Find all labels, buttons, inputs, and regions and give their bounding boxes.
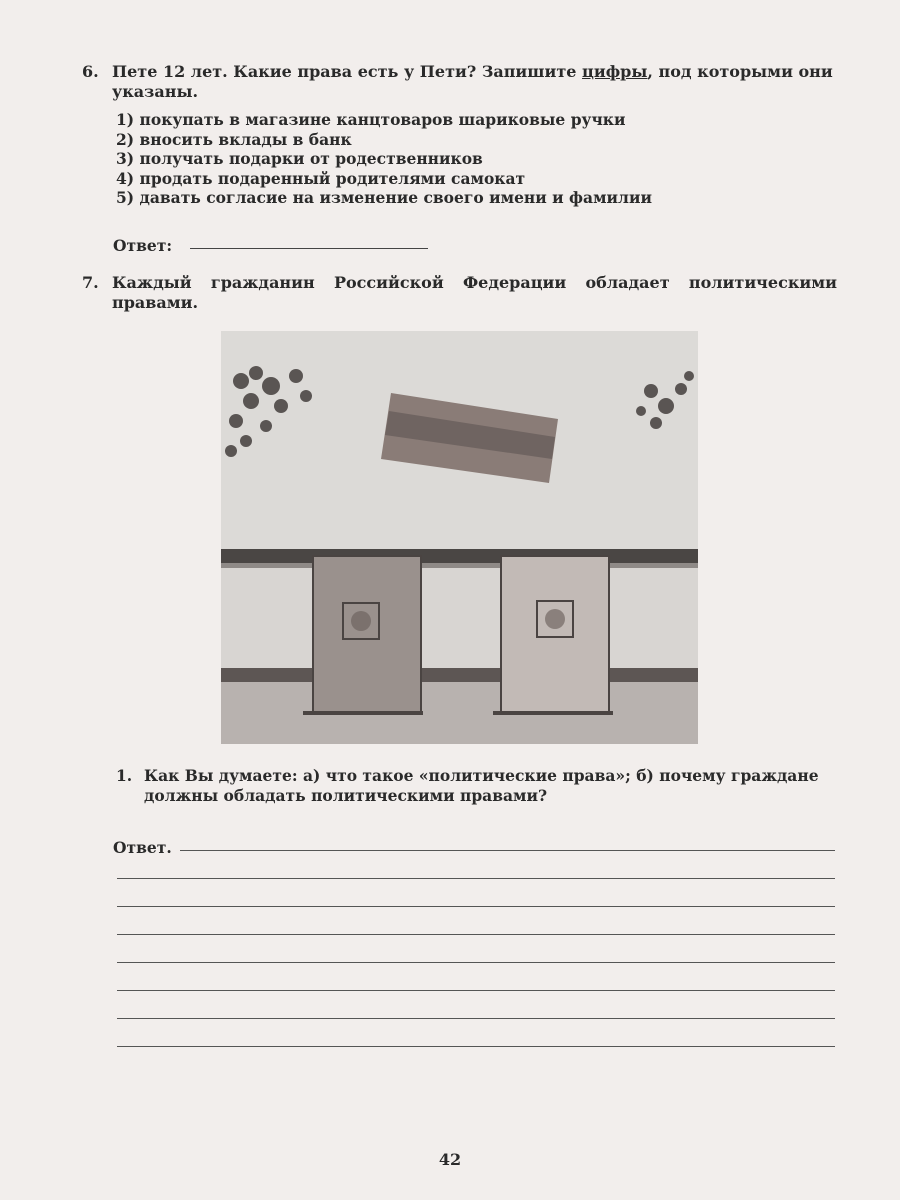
option-4: 4) продать подаренный родителями самокат — [116, 168, 526, 188]
task-7 — [82, 273, 837, 313]
answer-line[interactable] — [117, 990, 835, 991]
answer-line[interactable] — [117, 1046, 835, 1047]
task-7-answer-label: Ответ. — [113, 838, 172, 857]
page-number: 42 — [438, 1150, 462, 1169]
task-6 — [82, 62, 837, 102]
subquestion-number: 1. — [116, 766, 133, 785]
task-6-options — [116, 110, 652, 208]
answer-line[interactable] — [117, 1018, 835, 1019]
task-7-question: Каждый гражданин Российской Федерации обладает политическими правами. — [112, 273, 837, 312]
task-6-question: Пете 12 лет. Какие права есть у Пети? Запишите цифры, под которыми они указаны. — [112, 62, 833, 101]
answer-line[interactable] — [117, 962, 835, 963]
answer-line[interactable] — [117, 906, 835, 907]
answer-line[interactable] — [180, 850, 835, 851]
subquestion-text: Как Вы думаете: а) что такое «политические права»; б) почему граждане должны обладать политическими правами? — [144, 766, 819, 805]
answer-label: Ответ: — [113, 236, 173, 255]
answer-line[interactable] — [117, 878, 835, 879]
option-2: 2) вносить вклады в банк — [116, 129, 352, 149]
answer-line[interactable] — [117, 934, 835, 935]
task-7-subquestion — [116, 766, 836, 806]
emphasis-digits: цифры — [582, 62, 648, 81]
task-7-number: 7. — [82, 273, 99, 292]
task-6-answer — [113, 236, 172, 255]
answer-line[interactable] — [190, 248, 428, 249]
option-5: 5) давать согласие на изменение своего имени и фамилии — [116, 188, 652, 207]
option-3: 3) получать подарки от родественников — [116, 149, 483, 168]
ballot-boxes-photo — [221, 331, 698, 744]
option-1: 1) покупать в магазине канцтоваров шариковые ручки — [116, 110, 626, 129]
task-6-number: 6. — [82, 62, 99, 81]
